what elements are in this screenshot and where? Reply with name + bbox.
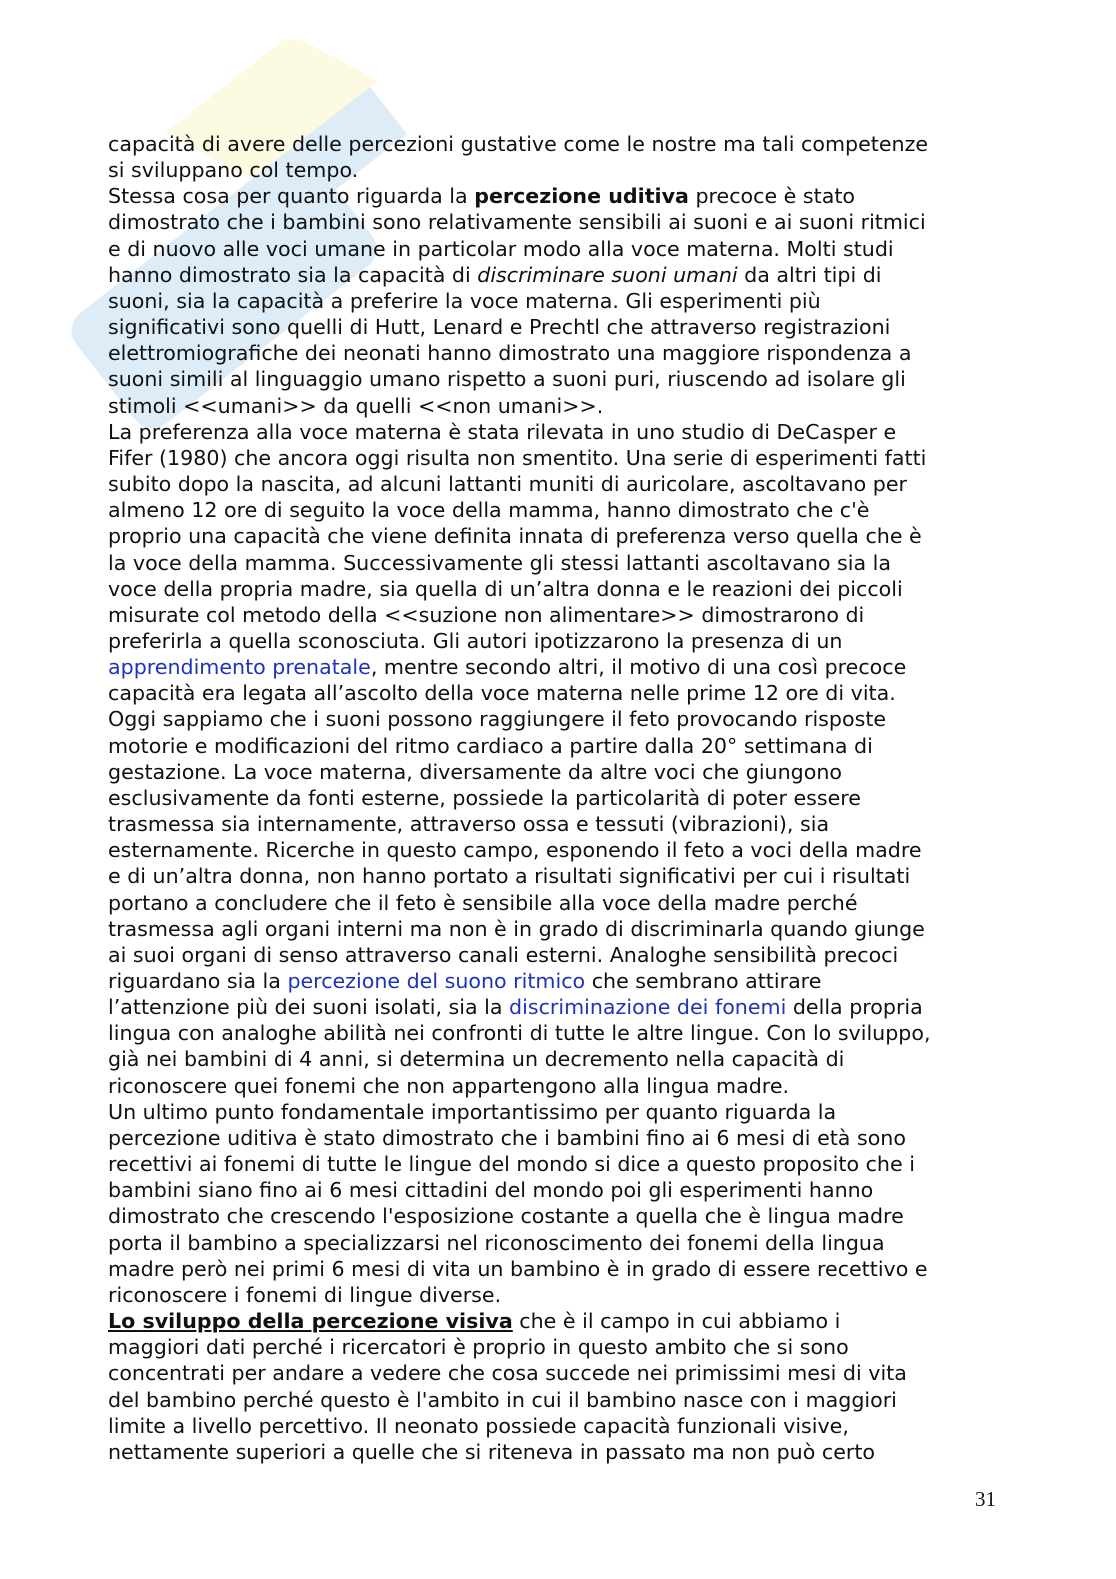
text-line [108, 1151, 1008, 1177]
text-line [108, 340, 1008, 366]
text-run: misurate col metodo della <<suzione non alimentare>> dimostrarono di [108, 602, 865, 627]
text-line [108, 837, 1008, 863]
text-line [108, 1334, 1008, 1360]
text-run: bambini siano fino ai 6 mesi cittadini del mondo poi gli esperimenti hanno [108, 1178, 874, 1203]
text-line [108, 785, 1008, 811]
text-run: percezione uditiva è stato dimostrato che i bambini fino ai 6 mesi di età sono [108, 1125, 906, 1150]
text-run: hanno dimostrato sia la capacità di [108, 262, 478, 287]
highlighted-term: percezione del suono ritmico [287, 969, 586, 993]
text-run: elettromiografiche dei neonati hanno dimostrato una maggiore rispondenza a [108, 341, 912, 366]
body-text [108, 131, 1008, 1465]
highlighted-term: discriminazione dei fonemi [509, 995, 787, 1020]
text-run: porta il bambino a specializzarsi nel riconoscimento dei fonemi della lingua [108, 1230, 885, 1255]
text-line [108, 706, 1008, 732]
text-run: dimostrato che i bambini sono relativamente sensibili ai suoni e ai suoni ritmici [108, 210, 926, 235]
text-run: da altri tipi di [737, 262, 882, 287]
text-line [108, 1308, 1008, 1334]
text-line [108, 1387, 1008, 1413]
text-run: lingua con analoghe abilità nei confronti di tutte le altre lingue. Con lo sviluppo, [108, 1021, 931, 1046]
text-line [108, 131, 1008, 157]
text-line [108, 288, 1008, 314]
text-line [108, 314, 1008, 340]
text-line [108, 209, 1008, 235]
text-run: precoce è stato [688, 184, 855, 209]
text-run: della propria [786, 995, 923, 1020]
text-run: preferirla a quella sconosciuta. Gli autori ipotizzarono la presenza di un [108, 628, 843, 653]
text-line [108, 366, 1008, 392]
text-line [108, 968, 1008, 994]
text-run: riguardano sia la [108, 969, 288, 993]
text-line [108, 1360, 1008, 1386]
text-line [108, 419, 1008, 445]
text-line [108, 236, 1008, 262]
text-line [108, 811, 1008, 837]
text-line [108, 445, 1008, 471]
text-line [108, 759, 1008, 785]
text-run: dimostrato che crescendo l'esposizione costante a quella che è lingua madre [108, 1204, 904, 1229]
text-line [108, 1125, 1008, 1151]
text-run: voce della propria madre, sia quella di un’altra donna e le reazioni dei piccoli [108, 576, 903, 601]
text-line [108, 1046, 1008, 1072]
text-line [108, 576, 1008, 602]
text-run: suoni, sia la capacità a preferire la voce materna. Gli esperimenti più [108, 288, 821, 313]
text-run: riconoscere quei fonemi che non appartengono alla lingua madre. [108, 1073, 790, 1098]
text-run: del bambino perché questo è l'ambito in cui il bambino nasce con i maggiori [108, 1387, 897, 1412]
text-run: nettamente superiori a quelle che si riteneva in passato ma non può certo [108, 1439, 876, 1464]
text-line [108, 1099, 1008, 1125]
text-line [108, 654, 1008, 680]
text-run: stimoli <<umani>> da quelli <<non umani>>. [108, 393, 604, 418]
text-line [108, 523, 1008, 549]
text-line [108, 1203, 1008, 1229]
text-run: portano a concludere che il feto è sensibile alla voce della madre perché [108, 890, 858, 915]
text-line [108, 1073, 1008, 1099]
text-line [108, 1282, 1008, 1308]
text-line [108, 602, 1008, 628]
text-run: si sviluppano col tempo. [108, 158, 359, 183]
text-run: Stessa cosa per quanto riguarda la [108, 184, 475, 209]
text-line [108, 497, 1008, 523]
text-run: trasmessa sia internamente, attraverso ossa e tessuti (vibrazioni), sia [108, 812, 830, 837]
text-line [108, 1439, 1008, 1465]
text-run: almeno 12 ore di seguito la voce della mamma, hanno dimostrato che c'è [108, 498, 870, 523]
text-line [108, 157, 1008, 183]
text-line [108, 994, 1008, 1020]
page-number: 31 [975, 1487, 996, 1511]
text-run: proprio una capacità che viene definita innata di preferenza verso quella che è [108, 524, 922, 549]
highlighted-term: apprendimento prenatale [108, 655, 371, 680]
text-line [108, 1020, 1008, 1046]
text-run: la voce della mamma. Successivamente gli stessi lattanti ascoltavano sia la [108, 550, 891, 575]
text-run: l’attenzione più dei suoni isolati, sia la [108, 995, 510, 1020]
text-line [108, 863, 1008, 889]
text-run: significativi sono quelli di Hutt, Lenard e Prechtl che attraverso registrazioni [108, 315, 891, 340]
text-run: già nei bambini di 4 anni, si determina un decremento nella capacità di [108, 1047, 845, 1072]
text-line [108, 1256, 1008, 1282]
text-run: riconoscere i fonemi di lingue diverse. [108, 1282, 502, 1307]
text-line [108, 942, 1008, 968]
text-run: che è il campo in cui abbiamo i [512, 1309, 841, 1334]
text-run: Oggi sappiamo che i suoni possono raggiungere il feto provocando risposte [108, 707, 887, 732]
text-run: concentrati per andare a vedere che cosa succede nei primissimi mesi di vita [108, 1361, 907, 1386]
text-run: e di un’altra donna, non hanno portato a risultati significativi per cui i risultati [108, 864, 911, 889]
text-run: motorie e modificazioni del ritmo cardiaco a partire dalla 20° settimana di [108, 733, 873, 758]
text-run: capacità era legata all’ascolto della voce materna nelle prime 12 ore di vita. [108, 681, 896, 706]
text-line [108, 1230, 1008, 1256]
text-run: che sembrano attirare [585, 969, 822, 993]
text-line [108, 1413, 1008, 1439]
text-line [108, 733, 1008, 759]
text-run: madre però nei primi 6 mesi di vita un bambino è in grado di essere recettivo e [108, 1256, 928, 1281]
text-run: capacità di avere delle percezioni gustative come le nostre ma tali competenze [108, 132, 929, 156]
text-line [108, 183, 1008, 209]
text-line [108, 1177, 1008, 1203]
text-run: subito dopo la nascita, ad alcuni lattanti muniti di auricolare, ascoltavano per [108, 472, 907, 497]
text-run: limite a livello percettivo. Il neonato possiede capacità funzionali visive, [108, 1413, 849, 1438]
text-line [108, 550, 1008, 576]
text-run: , mentre secondo altri, il motivo di una così precoce [370, 655, 907, 680]
text-run: e di nuovo alle voci umane in particolar modo alla voce materna. Molti studi [108, 236, 894, 261]
bold-term: percezione uditiva [474, 184, 689, 209]
text-line [108, 916, 1008, 942]
text-run: ai suoi organi di senso attraverso canali esterni. Analoghe sensibilità precoci [108, 942, 899, 967]
text-run: trasmessa agli organi interni ma non è in grado di discriminarla quando giunge [108, 916, 925, 941]
text-run: Fifer (1980) che ancora oggi risulta non smentito. Una serie di esperimenti fatti [108, 445, 927, 470]
text-run: recettivi ai fonemi di tutte le lingue del mondo si dice a questo proposito che i [108, 1152, 915, 1177]
text-line [108, 890, 1008, 916]
section-heading: Lo sviluppo della percezione visiva [108, 1309, 513, 1334]
text-line [108, 680, 1008, 706]
text-run: esclusivamente da fonti esterne, possiede la particolarità di poter essere [108, 785, 861, 810]
text-run: gestazione. La voce materna, diversamente da altre voci che giungono [108, 759, 842, 784]
text-line [108, 262, 1008, 288]
italic-term: discriminare suoni umani [477, 262, 738, 287]
text-run: Un ultimo punto fondamentale importantissimo per quanto riguarda la [108, 1099, 837, 1124]
text-run: La preferenza alla voce materna è stata rilevata in uno studio di DeCasper e [108, 419, 897, 444]
text-line [108, 393, 1008, 419]
text-run: suoni simili al linguaggio umano rispetto a suoni puri, riuscendo ad isolare gli [108, 367, 906, 392]
text-line [108, 471, 1008, 497]
text-run: maggiori dati perché i ricercatori è proprio in questo ambito che si sono [108, 1335, 849, 1360]
text-run: esternamente. Ricerche in questo campo, esponendo il feto a voci della madre [108, 838, 922, 863]
text-line [108, 628, 1008, 654]
